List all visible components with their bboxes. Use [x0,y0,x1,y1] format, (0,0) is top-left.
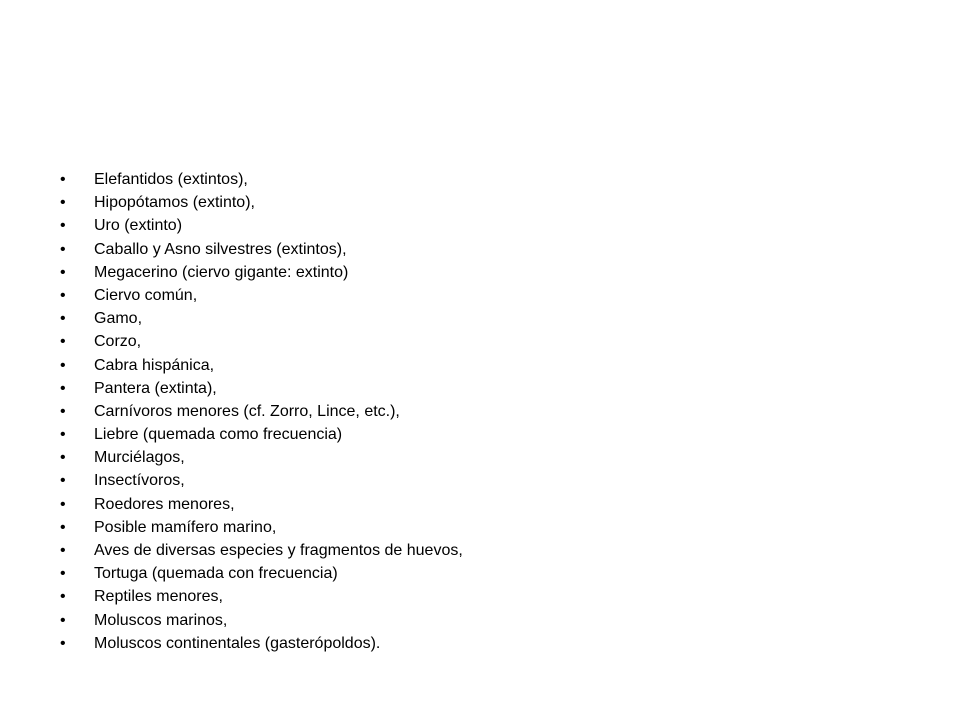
list-item [60,423,463,446]
bullet-icon: • [60,518,66,536]
list-item-text: Liebre (quemada como frecuencia) [94,426,343,444]
bullet-icon: • [60,495,66,513]
list-item-text: Moluscos continentales (gasterópoldos). [94,634,381,652]
list-item-text: Tortuga (quemada con frecuencia) [94,565,338,583]
list-item-text: Caballo y Asno silvestres (extintos), [94,240,347,258]
bullet-icon: • [60,588,66,606]
list-item-text: Hipopótamos (extinto), [94,194,255,212]
list-item [60,446,463,469]
list-item-text: Ciervo común, [94,286,198,304]
list-item [60,238,463,261]
list-item [60,562,463,585]
list-item [60,609,463,632]
list-item [60,191,463,214]
bullet-icon: • [60,472,66,490]
list-item [60,307,463,330]
bullet-icon: • [60,333,66,351]
bullet-icon: • [60,217,66,235]
list-item-text: Cabra hispánica, [94,356,215,374]
bullet-icon: • [60,449,66,467]
list-item-text: Pantera (extinta), [94,379,217,397]
list-item-text: Murciélagos, [94,449,185,467]
bullet-icon: • [60,286,66,304]
list-item [60,330,463,353]
bullet-icon: • [60,194,66,212]
list-item [60,261,463,284]
list-item [60,539,463,562]
list-item-text: Posible mamífero marino, [94,518,277,536]
list-item-text: Uro (extinto) [94,217,183,235]
list-item-text: Moluscos marinos, [94,611,228,629]
list-item [60,168,463,191]
bullet-icon: • [60,379,66,397]
list-item-text: Gamo, [94,310,143,328]
list-item [60,493,463,516]
bullet-icon: • [60,263,66,281]
list-item-text: Corzo, [94,333,142,351]
list-item [60,284,463,307]
bullet-icon: • [60,240,66,258]
bullet-icon: • [60,542,66,559]
list-item [60,585,463,608]
bullet-icon: • [60,310,66,328]
bullet-icon: • [60,565,66,583]
list-item [60,469,463,492]
bullet-icon: • [60,611,66,629]
list-item-text: Insectívoros, [94,472,185,490]
list-item-text: Megacerino (ciervo gigante: extinto) [94,263,349,281]
list-item [60,377,463,400]
bullet-icon: • [60,356,66,374]
list-item-text: Carnívoros menores (cf. Zorro, Lince, etc.), [94,402,400,420]
list-item-text: Aves de diversas especies y fragmentos de huevos, [94,542,463,559]
list-item [60,214,463,237]
list-item-text: Elefantidos (extintos), [94,171,248,188]
bullet-icon: • [60,426,66,444]
list-item [60,632,463,655]
bullet-icon: • [60,634,66,652]
list-item [60,516,463,539]
list-item-text: Roedores menores, [94,495,235,513]
bullet-icon: • [60,171,66,188]
fauna-bullet-list [60,168,463,655]
list-item [60,400,463,423]
list-item-text: Reptiles menores, [94,588,223,606]
list-item [60,354,463,377]
bullet-icon: • [60,402,66,420]
